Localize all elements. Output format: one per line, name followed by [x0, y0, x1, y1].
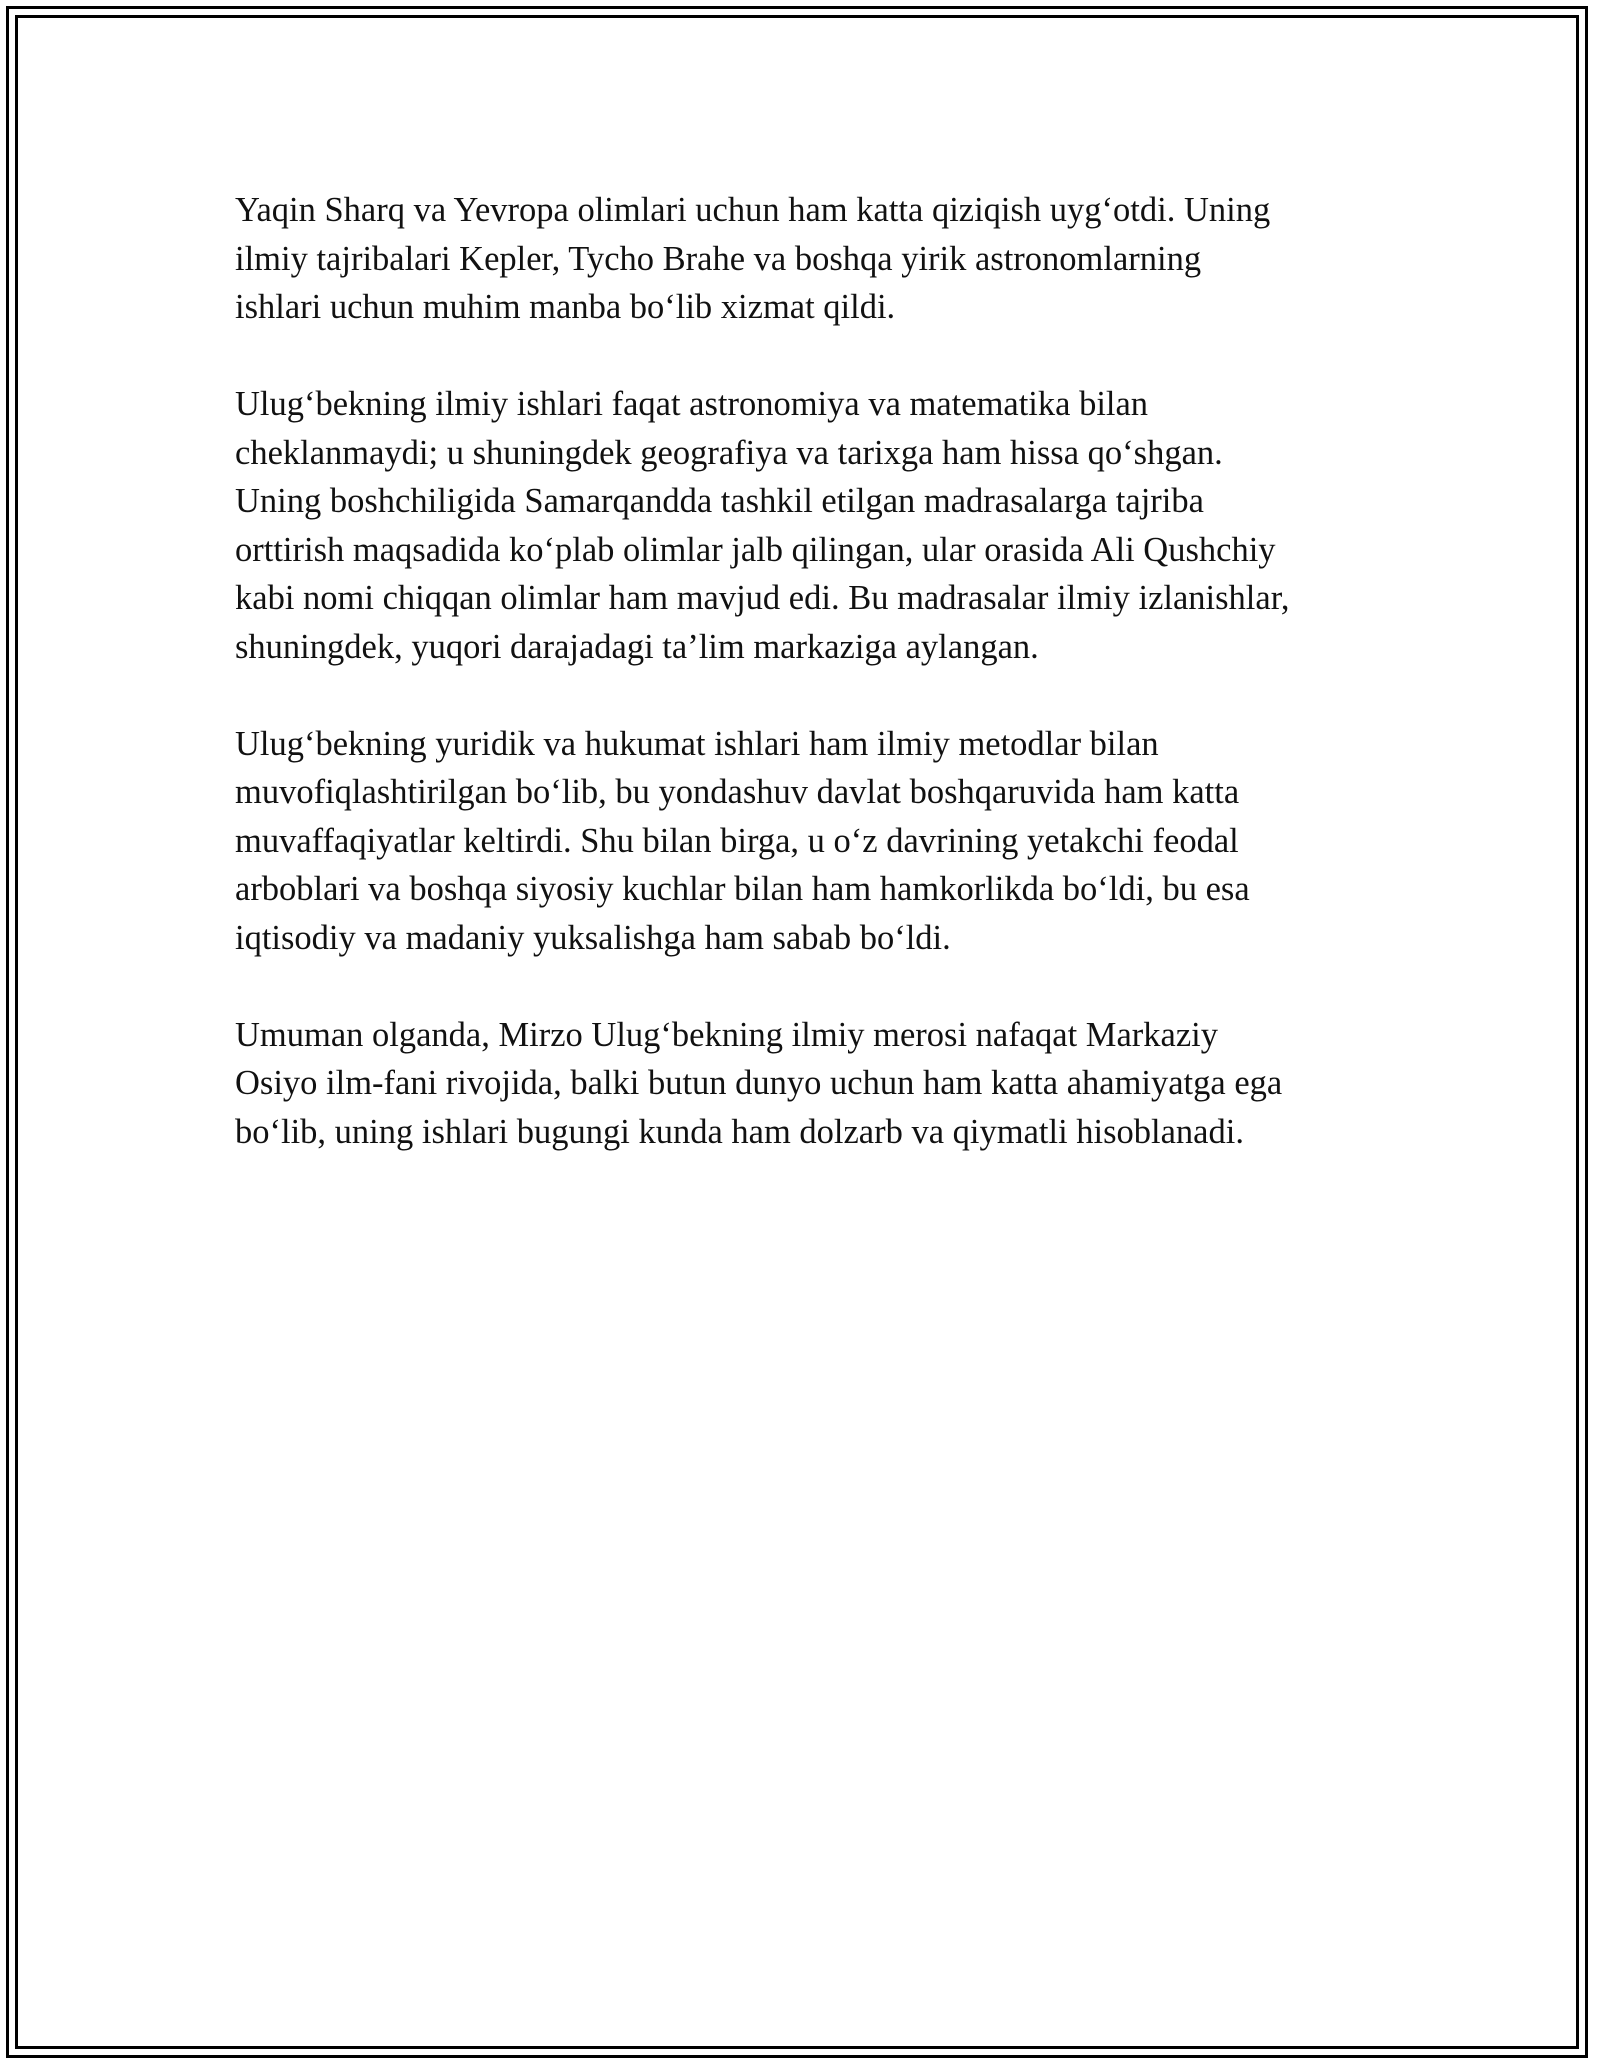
paragraph-3: Ulug‘bekning yuridik va hukumat ishlari ham ilmiy metodlar bilan muvofiqlashtirilgan bo‘lib, bu yondashuv davlat boshqaruvida ham katta muvaffaqiyatlar keltirdi. Shu bilan birga, u o‘z davrining yetakchi feodal arboblari va boshqa siyosiy kuchlar bilan ham hamkorlikda bo‘ldi, bu esa iqtisodiy va madaniy yuksalishga ham sabab bo‘ldi.: [235, 724, 1250, 957]
paragraph-4: Umuman olganda, Mirzo Ulug‘bekning ilmiy merosi nafaqat Markaziy Osiyo ilm-fani rivojida, balki butun dunyo uchun ham katta ahamiyatga ega bo‘lib, uning ishlari bugungi kunda ham dolzarb va qiymatli hisoblanadi.: [235, 1015, 1283, 1151]
paragraph-2: Ulug‘bekning ilmiy ishlari faqat astronomiya va matematika bilan cheklanmaydi; u shuningdek geografiya va tarixga ham hissa qo‘shgan. Uning boshchiligida Samarqandda tashkil etilgan madrasalarga tajriba orttirish maqsadida ko‘plab olimlar jalb qilingan, ular orasida Ali Qushchiy kabi nomi chiqqan olimlar ham mavjud edi. Bu madrasalar ilmiy izlanishlar, shuningdek, yuqori darajadagi ta’lim markaziga aylangan.: [235, 385, 1290, 666]
paragraph-1: Yaqin Sharq va Yevropa olimlari uchun ham katta qiziqish uyg‘otdi. Uning ilmiy tajribalari Kepler, Tycho Brahe va boshqa yirik astronomlarning ishlari uchun muhim manba bo‘lib xizmat qildi.: [235, 191, 1271, 326]
document-body: [235, 186, 1375, 1205]
